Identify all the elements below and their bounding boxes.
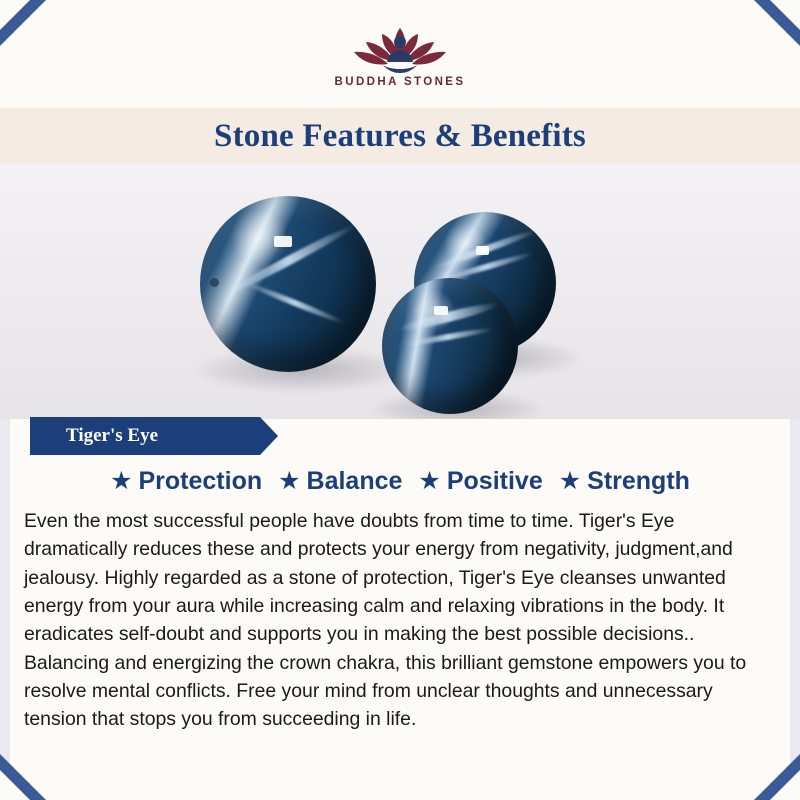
stone-name-tag	[30, 417, 260, 455]
stone-sphere-small	[382, 278, 518, 414]
lotus-meditation-figure-icon	[334, 14, 466, 80]
benefit-item	[553, 467, 696, 496]
corner-decor-bottom-left-inner	[0, 770, 30, 800]
stone-name: Tiger's Eye	[66, 425, 159, 446]
brand-name: BUDDHA STONES	[334, 76, 466, 88]
benefit-label: Positive	[446, 466, 543, 495]
benefit-item	[104, 467, 268, 496]
corner-decor-bottom-right-inner	[770, 770, 800, 800]
brand-header	[0, 0, 800, 108]
star-icon: ★	[418, 466, 441, 495]
benefit-label: Strength	[587, 466, 690, 495]
benefit-label: Balance	[306, 466, 403, 495]
benefit-item	[412, 467, 548, 496]
benefits-row	[0, 457, 800, 505]
corner-decor-top-right-inner	[770, 0, 800, 30]
star-icon: ★	[110, 466, 133, 495]
benefit-label: Protection	[138, 466, 263, 495]
page-title: Stone Features & Benefits	[214, 117, 586, 154]
hero-image	[0, 164, 800, 419]
stone-sphere-large	[200, 196, 376, 372]
description-text: Even the most successful people have doubts from time to time. Tiger's Eye dramatically reduces these and protects your energy from negativity, judgment,and jealousy. Highly regarded as a stone of protection, Tiger's Eye cleanses unwanted energy from your aura while increasing calm and relaxing vibrations in the body. It eradicates self-doubt and supports you in making the best possible decisions.. Balancing and energizing the crown chakra, this brilliant gemstone empowers you to resolve mental conflicts. Free your mind from unclear thoughts and unnecessary tension that stops you from succeeding in life.	[24, 510, 747, 731]
title-band	[0, 108, 800, 164]
benefit-item	[272, 467, 408, 496]
star-icon: ★	[558, 466, 582, 495]
star-icon: ★	[278, 466, 301, 495]
corner-decor-top-left-inner	[0, 0, 30, 30]
stone-name-band	[0, 419, 800, 457]
